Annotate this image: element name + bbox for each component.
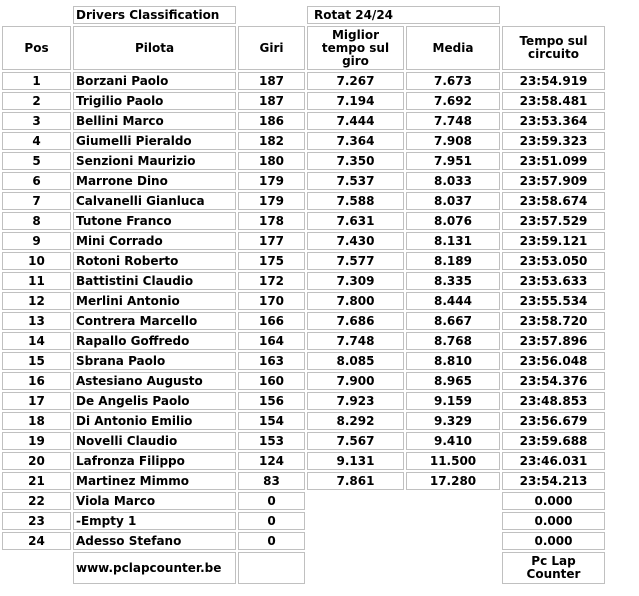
website-link[interactable]: www.pclapcounter.be — [73, 552, 236, 584]
cell-best-lap: 9.131 — [307, 452, 404, 470]
cell-media: 8.768 — [406, 332, 500, 350]
cell-pos: 12 — [2, 292, 71, 310]
cell-pilota: Senzioni Maurizio — [73, 152, 236, 170]
cell-best-lap: 7.686 — [307, 312, 404, 330]
cell-best-lap: 7.537 — [307, 172, 404, 190]
table-row — [2, 392, 605, 410]
cell-pilota: De Angelis Paolo — [73, 392, 236, 410]
table-row — [2, 232, 605, 250]
cell-pilota: Calvanelli Gianluca — [73, 192, 236, 210]
col-header-pilota: Pilota — [73, 26, 236, 70]
cell-best-lap: 7.430 — [307, 232, 404, 250]
cell-best-lap: 7.267 — [307, 72, 404, 90]
cell-giri: 124 — [238, 452, 305, 470]
cell-giri: 170 — [238, 292, 305, 310]
cell-giri: 153 — [238, 432, 305, 450]
table-row — [2, 492, 605, 510]
cell-tempo: 23:58.674 — [502, 192, 605, 210]
table-row — [2, 412, 605, 430]
cell-giri: 187 — [238, 72, 305, 90]
table-row — [2, 132, 605, 150]
col-header-best-lap: Miglior tempo sul giro — [307, 26, 404, 70]
cell-media: 8.335 — [406, 272, 500, 290]
cell-giri: 187 — [238, 92, 305, 110]
table-row — [2, 272, 605, 290]
cell-pos: 20 — [2, 452, 71, 470]
cell-best-lap: 7.861 — [307, 472, 404, 490]
col-header-media: Media — [406, 26, 500, 70]
cell-tempo: 23:51.099 — [502, 152, 605, 170]
cell-pilota: Adesso Stefano — [73, 532, 236, 550]
cell-tempo: 23:53.633 — [502, 272, 605, 290]
cell-pos: 24 — [2, 532, 71, 550]
cell-pos: 10 — [2, 252, 71, 270]
cell-pilota: Mini Corrado — [73, 232, 236, 250]
cell-pilota: Astesiano Augusto — [73, 372, 236, 390]
cell-media: 9.159 — [406, 392, 500, 410]
cell-tempo: 0.000 — [502, 512, 605, 530]
cell-pilota: Borzani Paolo — [73, 72, 236, 90]
cell-tempo: 23:46.031 — [502, 452, 605, 470]
cell-tempo: 23:48.853 — [502, 392, 605, 410]
cell-giri: 179 — [238, 172, 305, 190]
cell-media: 11.500 — [406, 452, 500, 470]
cell-best-lap: 7.567 — [307, 432, 404, 450]
cell-giri: 160 — [238, 372, 305, 390]
table-row — [2, 472, 605, 490]
col-header-tempo: Tempo sul circuito — [502, 26, 605, 70]
cell-tempo: 23:54.213 — [502, 472, 605, 490]
cell-pilota: Novelli Claudio — [73, 432, 236, 450]
cell-pilota: Merlini Antonio — [73, 292, 236, 310]
race-label: Rotat 24/24 — [307, 6, 500, 24]
cell-giri: 182 — [238, 132, 305, 150]
table-row — [2, 452, 605, 470]
title-row — [2, 6, 605, 24]
cell-pos: 21 — [2, 472, 71, 490]
cell-giri: 163 — [238, 352, 305, 370]
cell-tempo: 23:58.720 — [502, 312, 605, 330]
cell-giri: 175 — [238, 252, 305, 270]
cell-tempo: 23:59.121 — [502, 232, 605, 250]
cell-pilota: Tutone Franco — [73, 212, 236, 230]
table-row — [2, 332, 605, 350]
cell-best-lap: 7.923 — [307, 392, 404, 410]
cell-giri: 0 — [238, 512, 305, 530]
cell-pilota: Martinez Mimmo — [73, 472, 236, 490]
cell-pilota: Giumelli Pieraldo — [73, 132, 236, 150]
cell-best-lap: 7.631 — [307, 212, 404, 230]
cell-media: 7.908 — [406, 132, 500, 150]
cell-best-lap: 7.900 — [307, 372, 404, 390]
cell-tempo: 23:57.896 — [502, 332, 605, 350]
cell-media: 7.951 — [406, 152, 500, 170]
cell-pilota: Lafronza Filippo — [73, 452, 236, 470]
table-row — [2, 112, 605, 130]
cell-media: 8.189 — [406, 252, 500, 270]
cell-media — [406, 532, 500, 550]
table-row — [2, 212, 605, 230]
cell-giri: 83 — [238, 472, 305, 490]
cell-pos: 4 — [2, 132, 71, 150]
cell-pos: 7 — [2, 192, 71, 210]
column-header-row — [2, 26, 605, 70]
cell-tempo: 23:54.919 — [502, 72, 605, 90]
cell-pilota: Di Antonio Emilio — [73, 412, 236, 430]
table-row — [2, 192, 605, 210]
cell-giri: 177 — [238, 232, 305, 250]
cell-best-lap: 8.085 — [307, 352, 404, 370]
cell-media — [406, 492, 500, 510]
cell-best-lap — [307, 532, 404, 550]
cell-giri: 172 — [238, 272, 305, 290]
cell-pilota: Rapallo Goffredo — [73, 332, 236, 350]
footer-blank — [238, 552, 305, 584]
cell-best-lap: 7.800 — [307, 292, 404, 310]
table-row — [2, 312, 605, 330]
cell-best-lap: 7.577 — [307, 252, 404, 270]
cell-giri: 186 — [238, 112, 305, 130]
cell-best-lap: 7.748 — [307, 332, 404, 350]
table-row — [2, 252, 605, 270]
cell-pos: 2 — [2, 92, 71, 110]
cell-pilota: Rotoni Roberto — [73, 252, 236, 270]
cell-media — [406, 512, 500, 530]
cell-giri: 179 — [238, 192, 305, 210]
table-row — [2, 432, 605, 450]
cell-pilota: -Empty 1 — [73, 512, 236, 530]
cell-best-lap: 7.350 — [307, 152, 404, 170]
cell-pos: 23 — [2, 512, 71, 530]
table-row — [2, 512, 605, 530]
cell-tempo: 0.000 — [502, 492, 605, 510]
cell-pos: 8 — [2, 212, 71, 230]
cell-media: 8.965 — [406, 372, 500, 390]
cell-giri: 164 — [238, 332, 305, 350]
cell-media: 9.329 — [406, 412, 500, 430]
table-row — [2, 72, 605, 90]
cell-pos: 19 — [2, 432, 71, 450]
cell-best-lap: 7.194 — [307, 92, 404, 110]
cell-best-lap — [307, 492, 404, 510]
cell-media: 8.131 — [406, 232, 500, 250]
table-row — [2, 152, 605, 170]
cell-giri: 156 — [238, 392, 305, 410]
cell-pilota: Trigilio Paolo — [73, 92, 236, 110]
cell-tempo: 23:58.481 — [502, 92, 605, 110]
cell-tempo: 23:55.534 — [502, 292, 605, 310]
cell-pilota: Battistini Claudio — [73, 272, 236, 290]
cell-pos: 22 — [2, 492, 71, 510]
cell-pos: 1 — [2, 72, 71, 90]
cell-tempo: 23:59.323 — [502, 132, 605, 150]
cell-tempo: 23:53.364 — [502, 112, 605, 130]
cell-pos: 6 — [2, 172, 71, 190]
cell-pilota: Viola Marco — [73, 492, 236, 510]
cell-tempo: 23:56.048 — [502, 352, 605, 370]
cell-best-lap: 7.444 — [307, 112, 404, 130]
cell-best-lap: 7.588 — [307, 192, 404, 210]
cell-giri: 180 — [238, 152, 305, 170]
cell-tempo: 23:57.529 — [502, 212, 605, 230]
brand-label: Pc Lap Counter — [502, 552, 605, 584]
cell-tempo: 0.000 — [502, 532, 605, 550]
cell-pos: 11 — [2, 272, 71, 290]
cell-tempo: 23:57.909 — [502, 172, 605, 190]
cell-pos: 16 — [2, 372, 71, 390]
cell-media: 7.673 — [406, 72, 500, 90]
cell-media: 8.444 — [406, 292, 500, 310]
table-row — [2, 292, 605, 310]
cell-pilota: Marrone Dino — [73, 172, 236, 190]
cell-best-lap: 7.309 — [307, 272, 404, 290]
classification-table — [0, 4, 607, 586]
cell-pos: 18 — [2, 412, 71, 430]
table-row — [2, 532, 605, 550]
cell-pos: 14 — [2, 332, 71, 350]
cell-pos: 15 — [2, 352, 71, 370]
cell-pos: 17 — [2, 392, 71, 410]
cell-media: 17.280 — [406, 472, 500, 490]
cell-pos: 5 — [2, 152, 71, 170]
cell-giri: 178 — [238, 212, 305, 230]
cell-giri: 0 — [238, 532, 305, 550]
cell-giri: 154 — [238, 412, 305, 430]
cell-best-lap — [307, 512, 404, 530]
cell-pilota: Bellini Marco — [73, 112, 236, 130]
classification-title: Drivers Classification — [73, 6, 236, 24]
table-row — [2, 92, 605, 110]
cell-pos: 3 — [2, 112, 71, 130]
cell-media: 8.810 — [406, 352, 500, 370]
cell-best-lap: 8.292 — [307, 412, 404, 430]
cell-tempo: 23:54.376 — [502, 372, 605, 390]
cell-media: 8.037 — [406, 192, 500, 210]
cell-tempo: 23:53.050 — [502, 252, 605, 270]
cell-best-lap: 7.364 — [307, 132, 404, 150]
cell-media: 8.667 — [406, 312, 500, 330]
cell-media: 9.410 — [406, 432, 500, 450]
table-row — [2, 372, 605, 390]
cell-tempo: 23:56.679 — [502, 412, 605, 430]
cell-giri: 0 — [238, 492, 305, 510]
table-row — [2, 352, 605, 370]
cell-media: 7.692 — [406, 92, 500, 110]
col-header-giri: Giri — [238, 26, 305, 70]
col-header-pos: Pos — [2, 26, 71, 70]
cell-media: 8.033 — [406, 172, 500, 190]
cell-pilota: Contrera Marcello — [73, 312, 236, 330]
cell-giri: 166 — [238, 312, 305, 330]
cell-media: 7.748 — [406, 112, 500, 130]
cell-tempo: 23:59.688 — [502, 432, 605, 450]
footer-row — [2, 552, 605, 584]
cell-pos: 13 — [2, 312, 71, 330]
table-row — [2, 172, 605, 190]
cell-media: 8.076 — [406, 212, 500, 230]
cell-pos: 9 — [2, 232, 71, 250]
cell-pilota: Sbrana Paolo — [73, 352, 236, 370]
